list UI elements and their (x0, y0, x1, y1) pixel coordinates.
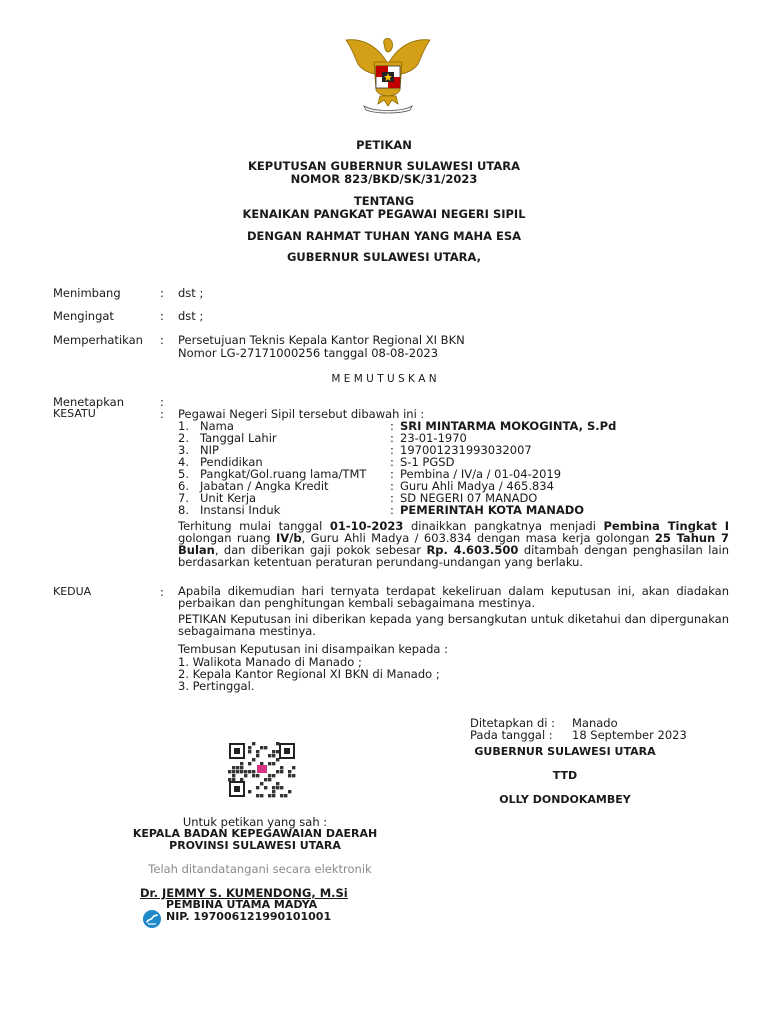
qr-module (228, 778, 231, 781)
item-number: 5. (178, 467, 189, 481)
item-label: Tanggal Lahir (200, 431, 277, 445)
qr-module (236, 766, 239, 769)
qr-module (228, 770, 231, 773)
qr-code-icon (228, 742, 296, 798)
qr-module (276, 742, 279, 745)
qr-module (272, 774, 275, 777)
qr-module (256, 786, 259, 789)
qr-module (280, 786, 283, 789)
garuda-pancasila-emblem (338, 34, 438, 114)
kedua-paragraph-1: Apabila dikemudian hari ternyata terdapat kekeliruan dalam keputusan ini, akan diadakan perbaikan dan penghitungan kembali sebagaimana mestinya. (178, 584, 729, 610)
qr-module (260, 794, 263, 797)
qr-module (272, 794, 275, 797)
colon: : (390, 455, 394, 469)
qr-module (232, 778, 235, 781)
doc-title: PETIKAN (356, 138, 412, 152)
mengingat-value: dst ; (178, 309, 204, 323)
item-label: Jabatan / Angka Kredit (200, 479, 329, 493)
qr-module (292, 766, 295, 769)
colon: : (390, 503, 394, 517)
item-label: Pangkat/Gol.ruang lama/TMT (200, 467, 367, 481)
text-segment: ditambah dengan penghasilan lain berdasarkan ketentuan peraturan perundang-undangan yang berlaku. (178, 543, 729, 569)
qr-module (256, 750, 259, 753)
qr-module (244, 770, 247, 773)
kesatu-intro: Pegawai Negeri Sipil tersebut dibawah ini : (178, 407, 425, 421)
electronic-signature-icon (142, 909, 162, 929)
qr-module (276, 782, 279, 785)
qr-module (272, 786, 275, 789)
item-number: 7. (178, 491, 189, 505)
qr-module (272, 790, 275, 793)
ttd-mark: TTD (552, 769, 578, 782)
tmt-date: 01-10-2023 (329, 519, 404, 533)
qr-module (268, 794, 271, 797)
tanggal-label: Pada tanggal : (470, 728, 553, 742)
bkd-office-line1: KEPALA BADAN KEPEGAWAIAN DAERAH (132, 827, 378, 840)
kedua-paragraph-2: PETIKAN Keputusan ini diberikan kepada yang bersangkutan untuk diketahui dan dipergunakan sebagaimana mestinya. (178, 612, 729, 638)
signer-rank: PEMBINA UTAMA MADYA (166, 898, 318, 911)
kesatu-label: KESATU (53, 407, 96, 420)
governor-name: OLLY DONDOKAMBEY (499, 793, 631, 806)
colon: : (390, 443, 394, 457)
memutuskan-heading: M E M U T U S K A N (331, 373, 437, 385)
qr-module (252, 774, 255, 777)
qr-module (288, 774, 291, 777)
item-number: 2. (178, 431, 189, 445)
authority-line: GUBERNUR SULAWESI UTARA, (286, 250, 482, 264)
blessing-line: DENGAN RAHMAT TUHAN YANG MAHA ESA (246, 229, 522, 243)
qr-module (232, 774, 235, 777)
qr-module (252, 758, 255, 761)
qr-module (236, 770, 239, 773)
mengingat-label: Mengingat (53, 309, 114, 323)
basic-salary: Rp. 4.603.500 (426, 543, 519, 557)
text-segment: golongan ruang (178, 531, 276, 545)
cc-item: 2. Kepala Kantor Regional XI BKN di Manado ; (178, 667, 440, 681)
bkd-office-line2: PROVINSI SULAWESI UTARA (169, 839, 341, 852)
qr-module (260, 782, 263, 785)
item-label: NIP (200, 443, 219, 457)
colon: : (390, 419, 394, 433)
qr-module (264, 778, 267, 781)
qr-module (276, 758, 279, 761)
item-label: Nama (200, 419, 234, 433)
qr-module (252, 770, 255, 773)
colon: : (160, 395, 164, 409)
item-value: 23-01-1970 (400, 431, 467, 445)
qr-module (268, 778, 271, 781)
item-number: 8. (178, 503, 189, 517)
text-segment: , Guru Ahli Madya / 603.834 dengan masa kerja golongan (301, 531, 655, 545)
item-number: 6. (178, 479, 189, 493)
qr-module (232, 770, 235, 773)
qr-module (272, 762, 275, 765)
decision-subject: KENAIKAN PANGKAT PEGAWAI NEGERI SIPIL (242, 207, 526, 221)
qr-module (284, 794, 287, 797)
esign-note: Telah ditandatangani secara elektronik (148, 862, 372, 876)
new-grade: IV/b (275, 531, 302, 545)
memperhatikan-line2: Nomor LG-27171000256 tanggal 08-08-2023 (178, 346, 439, 360)
item-value: SD NEGERI 07 MANADO (400, 491, 538, 505)
memperhatikan-line1: Persetujuan Teknis Kepala Kantor Regional XI BKN (178, 333, 465, 347)
qr-module (248, 746, 251, 749)
colon: : (390, 491, 394, 505)
memperhatikan-label: Memperhatikan (53, 333, 143, 347)
decision-number: NOMOR 823/BKD/SK/31/2023 (290, 172, 478, 186)
qr-module (248, 790, 251, 793)
qr-module (268, 762, 271, 765)
text-segment: dinaikkan pangkatnya menjadi (403, 519, 604, 533)
text-segment: , dan diberikan gaji pokok sebesar (214, 543, 427, 557)
signer-name: Dr. JEMMY S. KUMENDONG, M.Si (140, 886, 348, 900)
colon: : (390, 479, 394, 493)
qr-module (244, 774, 247, 777)
cc-intro: Tembusan Keputusan ini disampaikan kepada : (178, 642, 448, 656)
signer-nip: NIP. 197006121990101001 (166, 910, 332, 923)
qr-module (268, 754, 271, 757)
qr-module (268, 774, 271, 777)
item-value: SRI MINTARMA MOKOGINTA, S.Pd (400, 419, 617, 433)
menetapkan-label: Menetapkan (53, 395, 125, 409)
tentang-heading: TENTANG (353, 194, 415, 208)
item-number: 4. (178, 455, 189, 469)
colon: : (160, 407, 164, 421)
qr-module (280, 766, 283, 769)
new-rank: Pembina Tingkat I (603, 519, 730, 533)
qr-module (260, 762, 263, 765)
kedua-label: KEDUA (53, 585, 92, 598)
qr-module (248, 750, 251, 753)
qr-module (240, 770, 243, 773)
item-number: 1. (178, 419, 189, 433)
service-period: 25 Tahun 7 Bulan (178, 531, 729, 557)
qr-module (276, 786, 279, 789)
ditetapkan-value: Manado (572, 716, 618, 730)
item-label: Instansi Induk (200, 503, 281, 517)
colon: : (160, 309, 164, 323)
qr-module (252, 742, 255, 745)
qr-module (280, 794, 283, 797)
decision-title: KEPUTUSAN GUBERNUR SULAWESI UTARA (248, 159, 520, 173)
qr-module (256, 754, 259, 757)
item-number: 3. (178, 443, 189, 457)
qr-module (232, 766, 235, 769)
qr-module (276, 750, 279, 753)
colon: : (160, 286, 164, 300)
kesatu-paragraph (178, 520, 729, 568)
item-value: 197001231993032007 (400, 443, 532, 457)
qr-module (288, 770, 291, 773)
item-label: Unit Kerja (200, 491, 257, 505)
qr-module (292, 774, 295, 777)
qr-module (280, 770, 283, 773)
qr-module (264, 786, 267, 789)
colon: : (160, 585, 164, 599)
colon: : (390, 431, 394, 445)
qr-module (256, 794, 259, 797)
ditetapkan-label: Ditetapkan di : (470, 716, 555, 730)
qr-module (248, 762, 251, 765)
governor-office: GUBERNUR SULAWESI UTARA (474, 745, 656, 758)
qr-module (288, 790, 291, 793)
qr-module (240, 762, 243, 765)
cc-item: 1. Walikota Manado di Manado ; (178, 655, 362, 669)
cc-item: 3. Pertinggal. (178, 679, 255, 693)
qr-module (248, 770, 251, 773)
item-label: Pendidikan (200, 455, 263, 469)
qr-module (240, 778, 243, 781)
item-value: S-1 PGSD (400, 455, 455, 469)
qr-module (276, 770, 279, 773)
qr-module (260, 746, 263, 749)
item-value: Pembina / IV/a / 01-04-2019 (400, 467, 562, 481)
text-segment: Terhitung mulai tanggal (178, 519, 330, 533)
menimbang-label: Menimbang (53, 286, 121, 300)
qr-module (256, 774, 259, 777)
certify-intro: Untuk petikan yang sah : (182, 815, 328, 829)
tanggal-value: 18 September 2023 (572, 728, 687, 742)
item-value: Guru Ahli Madya / 465.834 (400, 479, 554, 493)
qr-module (272, 754, 275, 757)
qr-module (272, 750, 275, 753)
qr-module (240, 766, 243, 769)
menimbang-value: dst ; (178, 286, 204, 300)
colon: : (160, 333, 164, 347)
qr-module (264, 746, 267, 749)
colon: : (390, 467, 394, 481)
item-value: PEMERINTAH KOTA MANADO (400, 503, 585, 517)
